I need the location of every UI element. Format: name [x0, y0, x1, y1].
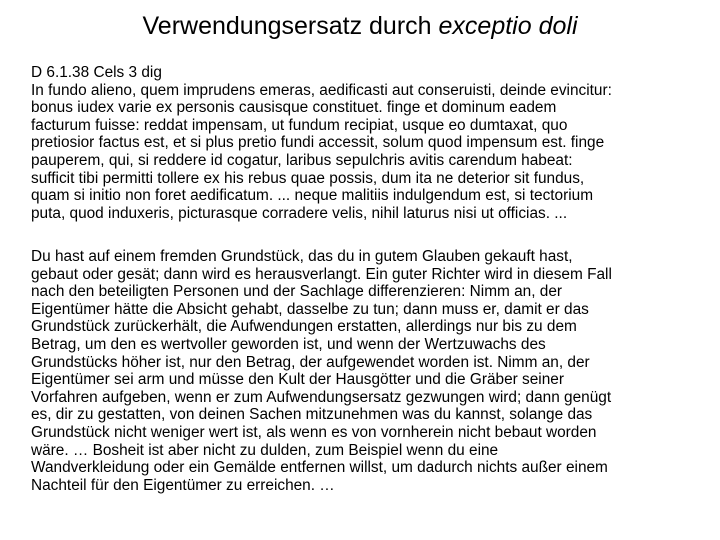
latin-line: facturum fuisse: reddat impensam, ut fundum recipiat, usque eo dumtaxat, quo [31, 116, 568, 134]
german-line: Eigentümer sei arm und müsse den Kult der Hausgötter und die Gräber seiner [31, 371, 564, 389]
title-main: Verwendungsersatz durch [142, 12, 439, 40]
latin-line: pauperem, qui, si reddere id cogatur, laribus sepulchris avitis carendum habeat: [31, 151, 573, 169]
slide-title [0, 8, 720, 44]
latin-source-text [31, 64, 715, 222]
german-line: Du hast auf einem fremden Grundstück, das du in gutem Glauben gekauft hast, [31, 248, 573, 265]
german-line: gebaut oder gesät; dann wird es herausverlangt. Ein guter Richter wird in diesem Fall [31, 265, 612, 283]
latin-line: In fundo alieno, quem imprudens emeras, aedificasti aut conseruisti, deinde evincitur: [31, 81, 612, 99]
german-line: Vorfahren aufgeben, wenn er zum Aufwendungsersatz gezwungen wird; dann genügt [31, 388, 612, 406]
german-line: Betrag, um den es wertvoller geworden ist, und wenn der Wertzuwachs des [31, 335, 546, 353]
latin-line: quam si initio non foret aedificatum. ... neque malitiis indulgendum est, si tectorium [31, 187, 594, 205]
german-line: Grundstücks höher ist, nur den Betrag, der aufgewendet worden ist. Nimm an, der [31, 353, 590, 371]
german-line: Nachteil für den Eigentümer zu erreichen. … [31, 476, 335, 494]
german-line: wäre. … Bosheit ist aber nicht zu dulden, zum Beispiel wenn du eine [31, 441, 499, 459]
german-line: es, dir zu gestatten, von deinen Sachen mitzunehmen was du kannst, solange das [31, 406, 593, 424]
latin-citation: D 6.1.38 Cels 3 dig [31, 64, 162, 81]
german-line: Grundstück nicht weniger wert ist, als wenn es von vornherein nicht bebaut worden [31, 423, 597, 441]
german-line: Wandverkleidung oder ein Gemälde entfernen willst, um dadurch nichts außer einem [31, 459, 608, 477]
title-italic: exceptio doli [438, 12, 578, 40]
latin-line: puta, quod induxeris, picturasque corradere velis, nihil laturus nisi ut officias. ... [31, 204, 568, 222]
german-line: Eigentümer hätte die Absicht gehabt, dasselbe zu tun; dann muss er, damit er das [31, 300, 589, 318]
german-line: Grundstück zurückerhält, die Aufwendungen erstatten, allerdings nur bis zu dem [31, 318, 577, 336]
latin-line: sufficit tibi permitti tollere ex his rebus quae possis, dum ita ne deterior sit fundus, [31, 169, 585, 187]
latin-line: bonus iudex varie ex personis causisque constituet. finge et dominum eadem [31, 99, 557, 117]
german-translation-text [31, 248, 715, 494]
german-line: nach den beteiligten Personen und der Sachlage differenzieren: Nimm an, der [31, 283, 563, 301]
latin-line: pretiosior factus est, et si plus pretio fundi accessit, solum quod impensum est. finge [31, 134, 605, 152]
